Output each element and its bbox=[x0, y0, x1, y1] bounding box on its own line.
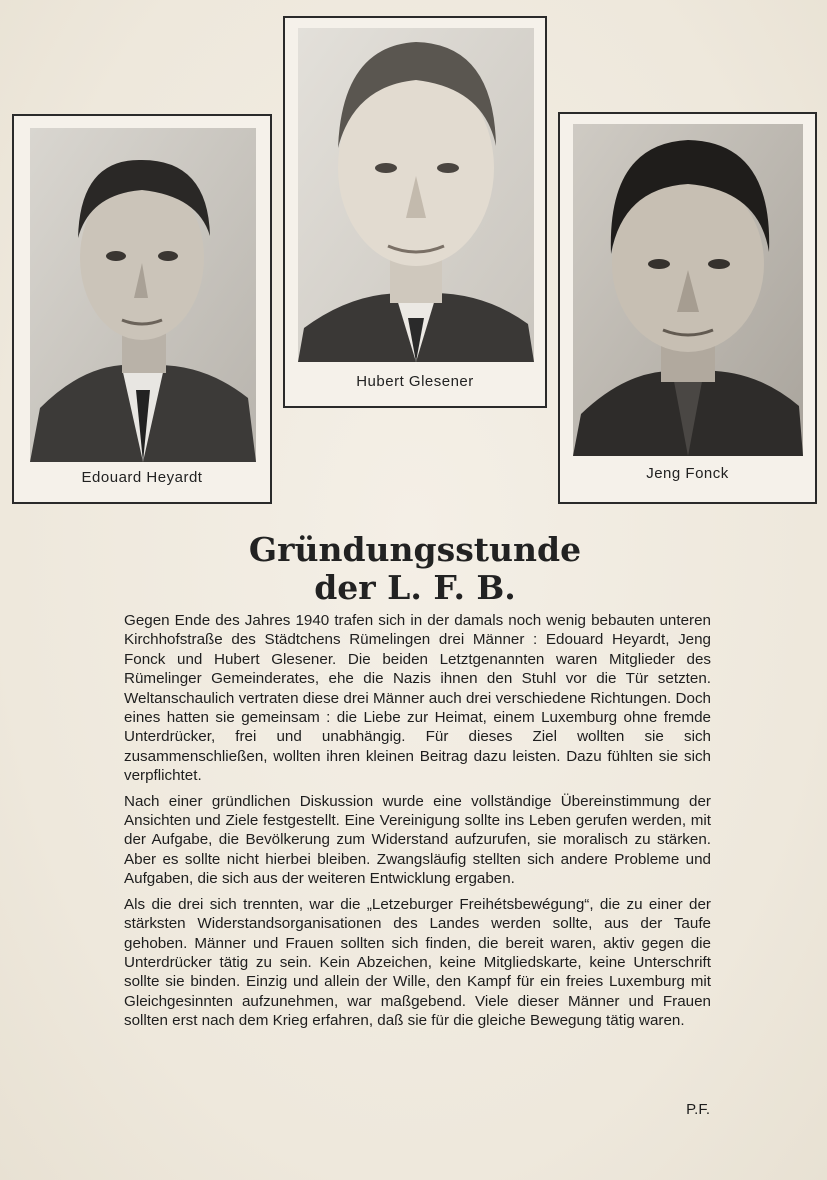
article-paragraph: Gegen Ende des Jahres 1940 trafen sich in der damals noch wenig bebauten unteren Kirchhofstraße des Städtchens Rümelingen drei Männer : Edouard Heyardt, Jeng Fonck und Hubert Glesener. Die beiden Letztgenannten waren Mitglieder des Rümelinger Gemeinderates, ehe die Nazis ihnen den Stuhl vor die Tür setzten. Weltanschaulich vertraten diese drei Männer auch drei verschiedene Richtungen. Doch eines hatten sie gemeinsam : die Liebe zur Heimat, einem Luxemburg ohne fremde Unterdrücker, frei und unabhängig. Für dieses Ziel wollten sie sich zusammenschließen, wollten ihren kleinen Beitrag dazu leisten. Dazu fühlten sie sich verpflichtet. bbox=[124, 612, 711, 785]
portrait-photo-glesener bbox=[298, 28, 534, 362]
article-title-line1: Gründungsstunde bbox=[248, 530, 582, 569]
portrait-photo-heyardt bbox=[30, 128, 256, 462]
portrait-photo-fonck bbox=[573, 124, 803, 456]
article-paragraph: Nach einer gründlichen Diskussion wurde eine vollständige Übereinstimmung der Ansichten und Ziele festgestellt. Eine Vereinigung sollte ins Leben gerufen werden, mit der Aufgabe, die Bevölkerung zum Widerstand aufzurufen, sie moralisch zu stärken. Aber es sollte nicht hierbei bleiben. Zwangsläufig stellten sich andere Probleme und Aufgaben, die sich aus der weiteren Entwicklung ergaben. bbox=[124, 792, 711, 888]
article-title bbox=[140, 531, 690, 607]
article-body bbox=[124, 611, 711, 1037]
article-title-line2: der L. F. B. bbox=[314, 568, 516, 607]
portrait-caption-heyardt: Edouard Heyardt bbox=[81, 469, 203, 486]
article-paragraph: Als die drei sich trennten, war die „Letzeburger Freihétsbewégung“, die zu einer der stärksten Widerstandsorganisationen des Landes werden sollte, aus der Taufe gehoben. Männer und Frauen sollten sich finden, die bereit waren, aktiv gegen die Unterdrücker tätig zu sein. Kein Abzeichen, keine Mitgliedskarte, keine Unterschrift sollte sie binden. Einzig und allein der Wille, den Kampf für ein freies Luxemburg mit Gleichgesinnten aufzunehmen, war maßgebend. Viele dieser Männer und Frauen sollten erst nach dem Krieg erfahren, daß sie für die gleiche Bewegung tätig waren. bbox=[124, 895, 711, 1030]
portrait-caption-glesener: Hubert Glesener bbox=[356, 373, 474, 390]
author-initials: P.F. bbox=[686, 1101, 710, 1118]
portrait-frame-heyardt bbox=[12, 114, 272, 504]
portrait-frame-glesener bbox=[283, 16, 547, 408]
portrait-caption-fonck: Jeng Fonck bbox=[646, 465, 729, 482]
portrait-frame-fonck bbox=[558, 112, 817, 504]
